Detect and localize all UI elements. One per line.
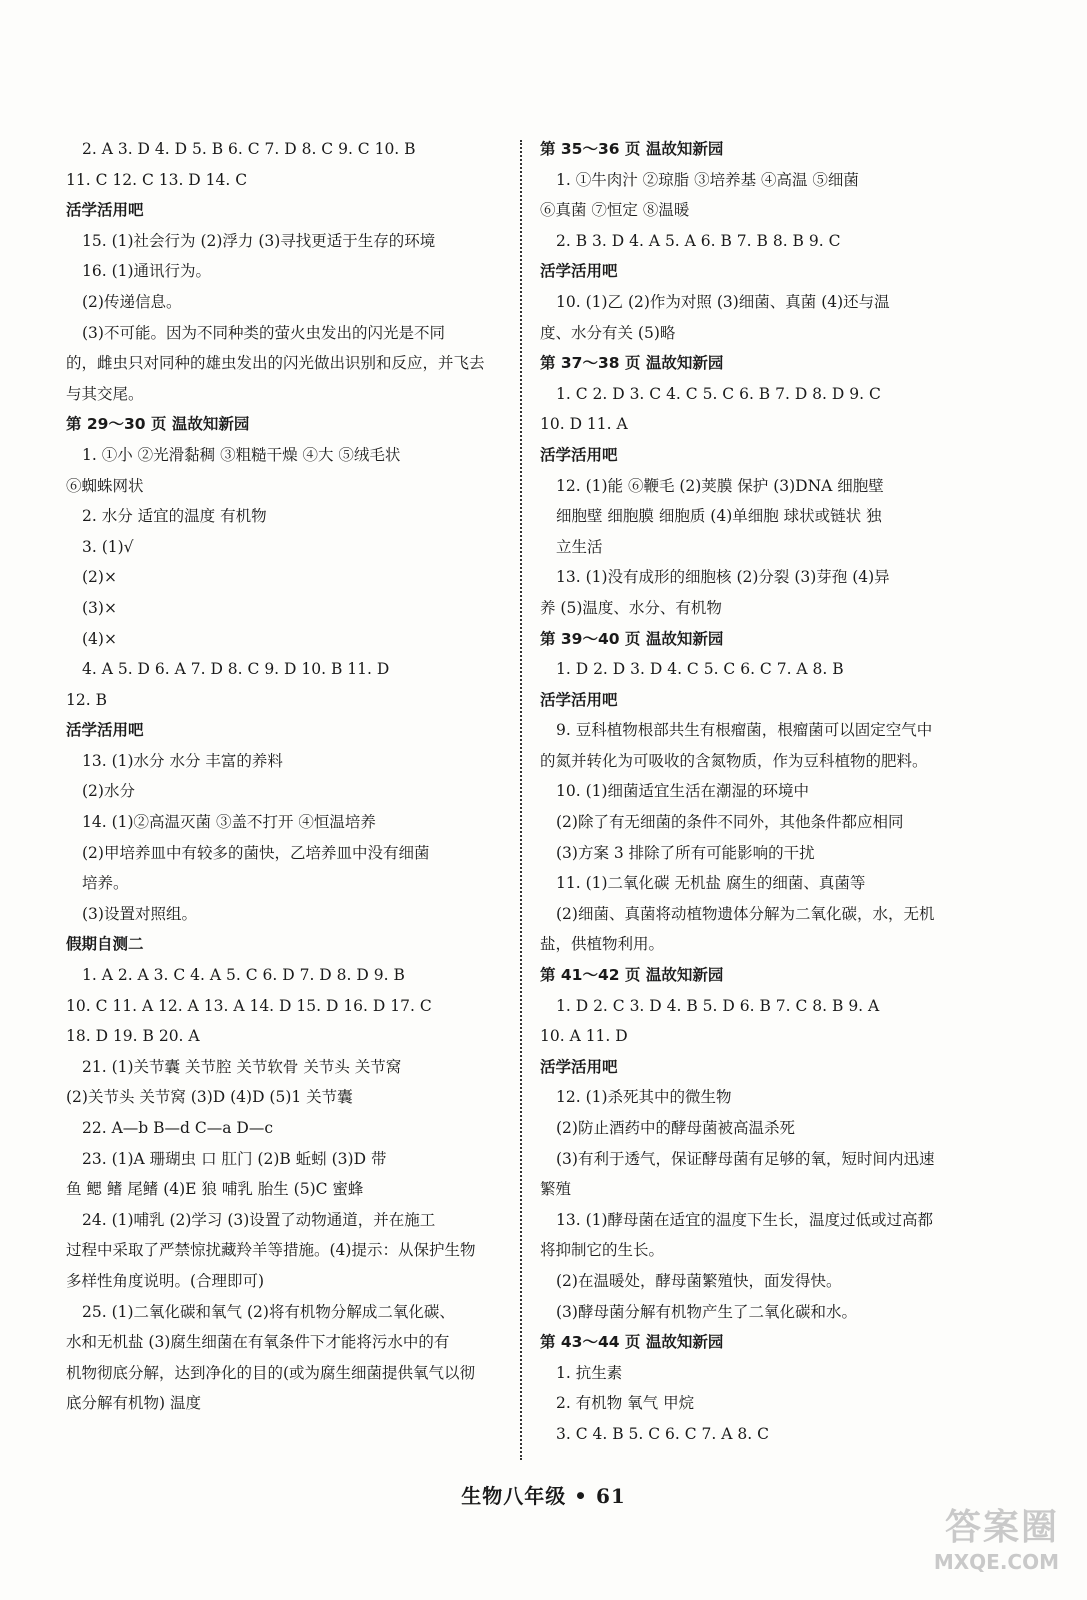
right-answer-line: 2. B 3. D 4. A 5. A 6. B 7. B 8. B 9. C — [556, 231, 841, 250]
right-answer-line: 养 (5)温度、水分、有机物 — [540, 598, 722, 617]
left-answer-line: (3)不可能。因为不同种类的萤火虫发出的闪光是不同 — [82, 323, 445, 342]
right-answer-line: (3)方案 3 排除了所有可能影响的干扰 — [556, 843, 815, 862]
column-divider — [520, 140, 522, 1460]
left-answer-line: (3)× — [82, 598, 117, 617]
left-answer-line: 机物彻底分解，达到净化的目的(或为腐生细菌提供氧气以彻 — [66, 1363, 476, 1382]
left-answer-line: 1. A 2. A 3. C 4. A 5. C 6. D 7. D 8. D 9. B — [82, 966, 405, 985]
left-section-heading: 活学活用吧 — [66, 721, 144, 740]
left-section-heading: 第 29～30 页 温故知新园 — [66, 415, 250, 434]
left-answer-line: (3)设置对照组。 — [82, 904, 197, 923]
right-answer-line: 繁殖 — [540, 1180, 572, 1199]
left-answer-line: 鱼 鳃 鳍 尾鳍 (4)E 狼 哺乳 胎生 (5)C 蜜蜂 — [66, 1180, 364, 1199]
left-answer-line: 24. (1)哺乳 (2)学习 (3)设置了动物通道，并在施工 — [82, 1210, 436, 1229]
left-answer-line: ⑥蜘蛛网状 — [66, 476, 144, 495]
watermark — [909, 1506, 1059, 1586]
right-answer-line: 12. (1)能 ⑥鞭毛 (2)荚膜 保护 (3)DNA 细胞壁 — [556, 476, 884, 495]
right-answer-line: 3. C 4. B 5. C 6. C 7. A 8. C — [556, 1424, 769, 1443]
right-answer-line: 1. ①牛肉汁 ②琼脂 ③培养基 ④高温 ⑤细菌 — [556, 170, 859, 189]
left-answer-line: 3. (1)√ — [82, 537, 134, 556]
right-section-heading: 第 35～36 页 温故知新园 — [540, 140, 724, 158]
right-answer-line: 将抑制它的生长。 — [540, 1241, 665, 1260]
left-answer-line: (2)甲培养皿中有较多的菌快，乙培养皿中没有细菌 — [82, 843, 430, 862]
right-answer-line: 1. C 2. D 3. C 4. C 5. C 6. B 7. D 8. D 9. C — [556, 384, 881, 403]
left-answer-line: 4. A 5. D 6. A 7. D 8. C 9. D 10. B 11. D — [82, 660, 390, 679]
left-answer-line: 11. C 12. C 13. D 14. C — [66, 170, 248, 189]
right-section-heading: 活学活用吧 — [540, 1057, 618, 1076]
right-answer-line: 2. 有机物 氧气 甲烷 — [556, 1394, 695, 1413]
right-answer-line: (2)防止酒药中的酵母菌被高温杀死 — [556, 1119, 795, 1137]
right-answer-line: (3)酵母菌分解有机物产生了二氧化碳和水。 — [556, 1302, 857, 1321]
right-answer-line: 13. (1)没有成形的细胞核 (2)分裂 (3)芽孢 (4)异 — [556, 568, 890, 587]
footer-dot: • — [574, 1484, 588, 1508]
right-answer-line: 立生活 — [556, 537, 603, 556]
right-answer-line: 的氮并转化为可吸收的含氮物质，作为豆科植物的肥料。 — [540, 751, 928, 770]
right-section-heading: 第 37～38 页 温故知新园 — [540, 354, 724, 373]
right-answer-column — [540, 134, 988, 1450]
right-answer-line: 10. (1)细菌适宜生活在潮湿的环境中 — [556, 782, 810, 801]
right-answer-line: 1. D 2. D 3. D 4. C 5. C 6. C 7. A 8. B — [556, 660, 844, 679]
right-section-heading: 第 39～40 页 温故知新园 — [540, 629, 724, 648]
right-section-heading: 活学活用吧 — [540, 445, 618, 464]
left-answer-line: 水和无机盐 (3)腐生细菌在有氧条件下才能将污水中的有 — [66, 1333, 450, 1352]
left-answer-line: 的，雌虫只对同种的雄虫发出的闪光做出识别和反应，并飞去 — [66, 354, 485, 373]
right-section-heading: 活学活用吧 — [540, 262, 618, 281]
page-number: 61 — [595, 1484, 626, 1508]
left-answer-line: 过程中采取了严禁惊扰藏羚羊等措施。(4)提示：从保护生物 — [66, 1241, 476, 1260]
right-section-heading: 活学活用吧 — [540, 690, 618, 709]
left-answer-line: (2)传递信息。 — [82, 292, 182, 311]
right-answer-line: (2)细菌、真菌将动植物遗体分解为二氧化碳，水，无机 — [556, 904, 935, 923]
right-answer-line: 12. (1)杀死其中的微生物 — [556, 1088, 732, 1107]
right-answer-line: 1. D 2. C 3. D 4. B 5. D 6. B 7. C 8. B 9. A — [556, 996, 880, 1015]
right-answer-line: (2)除了有无细菌的条件不同外，其他条件都应相同 — [556, 813, 904, 832]
left-answer-line: 25. (1)二氧化碳和氧气 (2)将有机物分解成二氧化碳、 — [82, 1302, 455, 1321]
left-answer-line: 1. ①小 ②光滑黏稠 ③粗糙干燥 ④大 ⑤绒毛状 — [82, 445, 401, 464]
right-section-heading: 第 43～44 页 温故知新园 — [540, 1333, 724, 1352]
left-answer-line: 2. 水分 适宜的温度 有机物 — [82, 507, 267, 526]
right-answer-line: 1. 抗生素 — [556, 1363, 623, 1382]
left-section-heading: 活学活用吧 — [66, 201, 144, 220]
left-answer-line: (2)× — [82, 568, 117, 587]
right-answer-line: 10. A 11. D — [540, 1027, 628, 1046]
left-answer-line: 16. (1)通讯行为。 — [82, 262, 212, 281]
left-answer-line: 12. B — [66, 690, 107, 709]
right-answer-line: 9. 豆科植物根部共生有根瘤菌，根瘤菌可以固定空气中 — [556, 721, 933, 740]
left-answer-line: 21. (1)关节囊 关节腔 关节软骨 关节头 关节窝 — [82, 1057, 402, 1076]
left-answer-line: 10. C 11. A 12. A 13. A 14. D 15. D 16. D 17. C — [66, 996, 432, 1015]
watermark-cn: 答案圈 — [944, 1507, 1059, 1548]
left-answer-line: 培养。 — [82, 874, 129, 893]
left-answer-line: (2)关节头 关节窝 (3)D (4)D (5)1 关节囊 — [66, 1088, 353, 1107]
right-answer-line: (3)有利于透气，保证酵母菌有足够的氧，短时间内迅速 — [556, 1149, 935, 1168]
left-answer-line: 14. (1)②高温灭菌 ③盖不打开 ④恒温培养 — [82, 813, 376, 832]
left-answer-line: 15. (1)社会行为 (2)浮力 (3)寻找更适于生存的环境 — [82, 231, 436, 250]
right-answer-line: 度、水分有关 (5)略 — [540, 323, 676, 342]
right-answer-line: 11. (1)二氧化碳 无机盐 腐生的细菌、真菌等 — [556, 874, 866, 893]
left-answer-line: 与其交尾。 — [66, 384, 144, 403]
right-answer-line: ⑥真菌 ⑦恒定 ⑧温暖 — [540, 201, 690, 220]
left-answer-line: (2)水分 — [82, 782, 135, 801]
left-answer-line: 13. (1)水分 水分 丰富的养料 — [82, 751, 283, 770]
left-section-heading: 假期自测二 — [66, 935, 144, 954]
left-answer-line: (4)× — [82, 629, 117, 648]
watermark-en: MXQE.COM — [933, 1550, 1059, 1574]
right-answer-line: (2)在温暖处，酵母菌繁殖快，面发得快。 — [556, 1271, 842, 1290]
left-answer-line: 底分解有机物) 温度 — [66, 1394, 201, 1413]
left-answer-column — [66, 134, 510, 1419]
left-answer-line: 23. (1)A 珊瑚虫 口 肛门 (2)B 蚯蚓 (3)D 带 — [82, 1149, 387, 1168]
right-answer-line: 细胞壁 细胞膜 细胞质 (4)单细胞 球状或链状 独 — [556, 507, 882, 526]
right-answer-line: 盐，供植物利用。 — [540, 935, 665, 954]
right-answer-line: 13. (1)酵母菌在适宜的温度下生长，温度过低或过高都 — [556, 1210, 934, 1229]
left-answer-line: 2. A 3. D 4. D 5. B 6. C 7. D 8. C 9. C 10. B — [82, 140, 416, 158]
left-answer-line: 多样性角度说明。(合理即可) — [66, 1271, 265, 1290]
page-footer — [0, 1480, 1087, 1509]
left-answer-line: 18. D 19. B 20. A — [66, 1027, 200, 1046]
right-answer-line: 10. D 11. A — [540, 415, 628, 434]
footer-subject: 生物八年级 — [461, 1484, 567, 1508]
left-answer-line: 22. A—b B—d C—a D—c — [82, 1119, 273, 1137]
right-answer-line: 10. (1)乙 (2)作为对照 (3)细菌、真菌 (4)还与温 — [556, 292, 890, 311]
right-section-heading: 第 41～42 页 温故知新园 — [540, 966, 724, 985]
